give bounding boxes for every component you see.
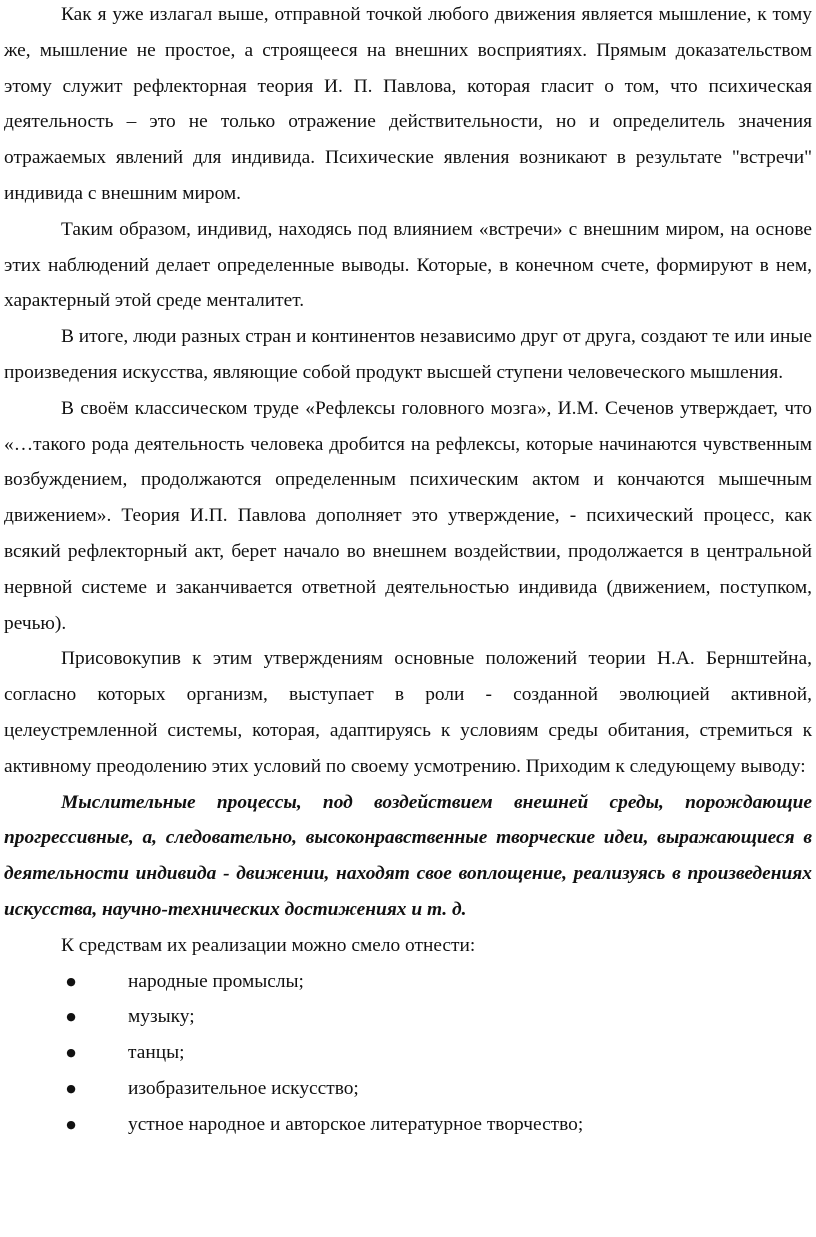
bullet-icon: ● bbox=[66, 1046, 76, 1060]
list-item-label: изобразительное искусство; bbox=[128, 1077, 359, 1099]
bullet-icon: ● bbox=[66, 1010, 76, 1024]
paragraph-individual-mentality: Таким образом, индивид, находясь под влиянием «встречи» с внешним миром, на основе этих наблюдений делает определенные выводы. Которые, в конечном счете, формируют в нем, характерный этой среде менталитет. bbox=[4, 218, 812, 312]
list-intro: К средствам их реализации можно смело отнести: bbox=[61, 934, 476, 956]
paragraph-thinking-perception: Как я уже излагал выше, отправной точкой любого движения является мышление, к тому же, мышление не простое, а строящееся на внешних восприятиях. Прямым доказательством этому служит рефлекторная теория И. П. Павлова, которая гласит о том, что психическая деятельность – это не только отражение действительности, но и определитель значения отражаемых явлений для индивида. Психические явления возникают в результате "встречи" индивида с внешним миром. bbox=[4, 4, 812, 204]
paragraph-conclusion: Мыслительные процессы, под воздействием внешней среды, порождающие прогрессивные, а, следовательно, высоконравственные творческие идеи, выражающиеся в деятельности индивида - движении, находят свое воплощение, реализуясь в произведениях искусства, научно-технических достижениях и т. д. bbox=[4, 791, 812, 920]
list-item bbox=[4, 1071, 812, 1107]
list-item-label: устное народное и авторское литературное творчество; bbox=[128, 1113, 584, 1135]
paragraph-sechenov-reflexes: В своём классическом труде «Рефлексы головного мозга», И.М. Сеченов утверждает, что «…такого рода деятельность человека дробится на рефлексы, которые начинаются чувственным возбуждением, продолжаются определенным психическим актом и кончаются мышечным движением». Теория И.П. Павлова дополняет это утверждение, - психический процесс, как всякий рефлекторный акт, берет начало во внешнем воздействии, продолжается в центральной нервной системе и заканчивается ответной деятельностью индивида (движением, поступком, речью). bbox=[4, 397, 812, 634]
bullet-icon: ● bbox=[66, 974, 76, 988]
list-item bbox=[4, 1107, 812, 1143]
list-item bbox=[4, 964, 812, 1000]
list-item bbox=[4, 1035, 812, 1071]
bullet-icon: ● bbox=[66, 1081, 76, 1095]
bullet-icon: ● bbox=[66, 1117, 76, 1131]
list-item bbox=[4, 999, 812, 1035]
list-item-label: народные промыслы; bbox=[128, 970, 304, 992]
means-of-realization-list bbox=[4, 964, 812, 1143]
paragraph-art-creation: В итоге, люди разных стран и континентов независимо друг от друга, создают те или иные произведения искусства, являющие собой продукт высшей ступени человеческого мышления. bbox=[4, 326, 812, 383]
list-item-label: музыку; bbox=[128, 1006, 195, 1028]
paragraph-bernstein-theory: Присовокупив к этим утверждениям основные положений теории Н.А. Бернштейна, согласно которых организм, выступает в роли - созданной эволюцией активной, целеустремленной системы, которая, адаптируясь к условиям среды обитания, стремиться к активному преодолению этих условий по своему усмотрению. Приходим к следующему выводу: bbox=[4, 648, 812, 777]
list-item-label: танцы; bbox=[128, 1042, 185, 1064]
